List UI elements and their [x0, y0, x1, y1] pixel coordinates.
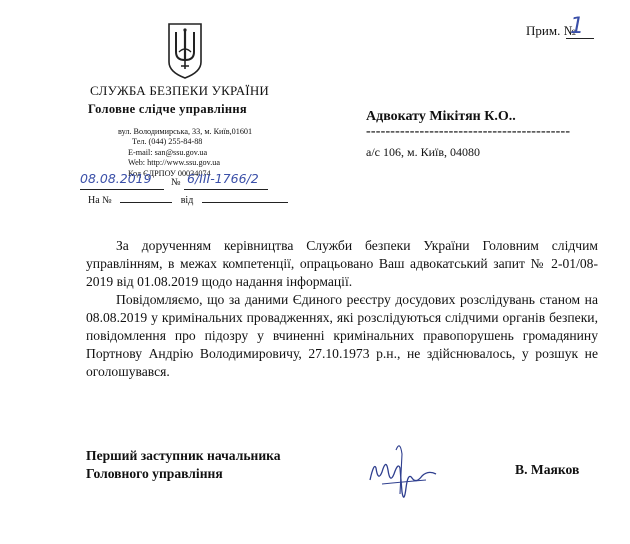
reply-from-label: від: [180, 195, 194, 206]
address-line: вул. Володимирська, 33, м. Київ,01601: [118, 127, 253, 136]
reply-date-blank: [202, 202, 288, 203]
web-line: Web: http://www.ssu.gov.ua: [128, 158, 220, 168]
signatory-title-line-1: Перший заступник начальника: [86, 448, 281, 463]
reply-no-label: На №: [88, 195, 112, 206]
body-paragraph-2: Повідомляємо, що за даними Єдиного реєстру досудових розслідувань станом на 08.08.2019 у кримінальних провадженнях, які розслідуються слідчими органів безпеки, повідомлення про підозру у вчиненні кримінальних правопорушень громадянину Портнову Андрію Володимировичу, 27.10.1973 р.н., не здійснювалось, у розшук не оголошувався.: [86, 292, 598, 379]
recipient-address: а/с 106, м. Київ, 04080: [366, 145, 481, 159]
email-line: E-mail: san@ssu.gov.ua: [128, 147, 208, 157]
outgoing-date: 08.08.2019: [80, 171, 152, 186]
appendix-underline: [566, 38, 594, 39]
recipient-name: Адвокату Мікітян К.О..: [366, 109, 516, 124]
body-paragraph-1: За дорученням керівництва Служби безпеки України Головним слідчим управлінням, в межах компетенції, опрацьовано Ваш адвокатський запит № 2-01/08-2019 від 01.08.2019 щодо надання інформації.: [86, 238, 598, 289]
reply-reference: [88, 195, 288, 206]
outgoing-number: 6/ІІІ-1766/2: [187, 171, 259, 186]
reply-no-blank: [120, 202, 172, 203]
org-name: СЛУЖБА БЕЗПЕКИ УКРАЇНИ: [90, 83, 269, 98]
trident-emblem-icon: [166, 22, 204, 80]
department-name: Головне слідче управління: [88, 102, 247, 116]
signatory-title-line-2: Головного управління: [86, 466, 223, 481]
appendix-label: Прим. №: [526, 23, 576, 38]
number-underline: [184, 189, 268, 190]
signatory-name: В. Маяков: [515, 462, 580, 477]
recipient-dashes: ------------------------------------------: [366, 124, 571, 139]
phone-line: Тел. (044) 255-84-88: [132, 137, 203, 147]
edrpou-line: Код ЄДРПОУ 00034074: [128, 168, 211, 178]
signatory-title: [86, 447, 281, 483]
outgoing-number-label: №: [171, 177, 181, 188]
handwritten-signature: [352, 432, 452, 512]
date-underline: [80, 189, 164, 190]
appendix-number: 1: [570, 14, 584, 39]
